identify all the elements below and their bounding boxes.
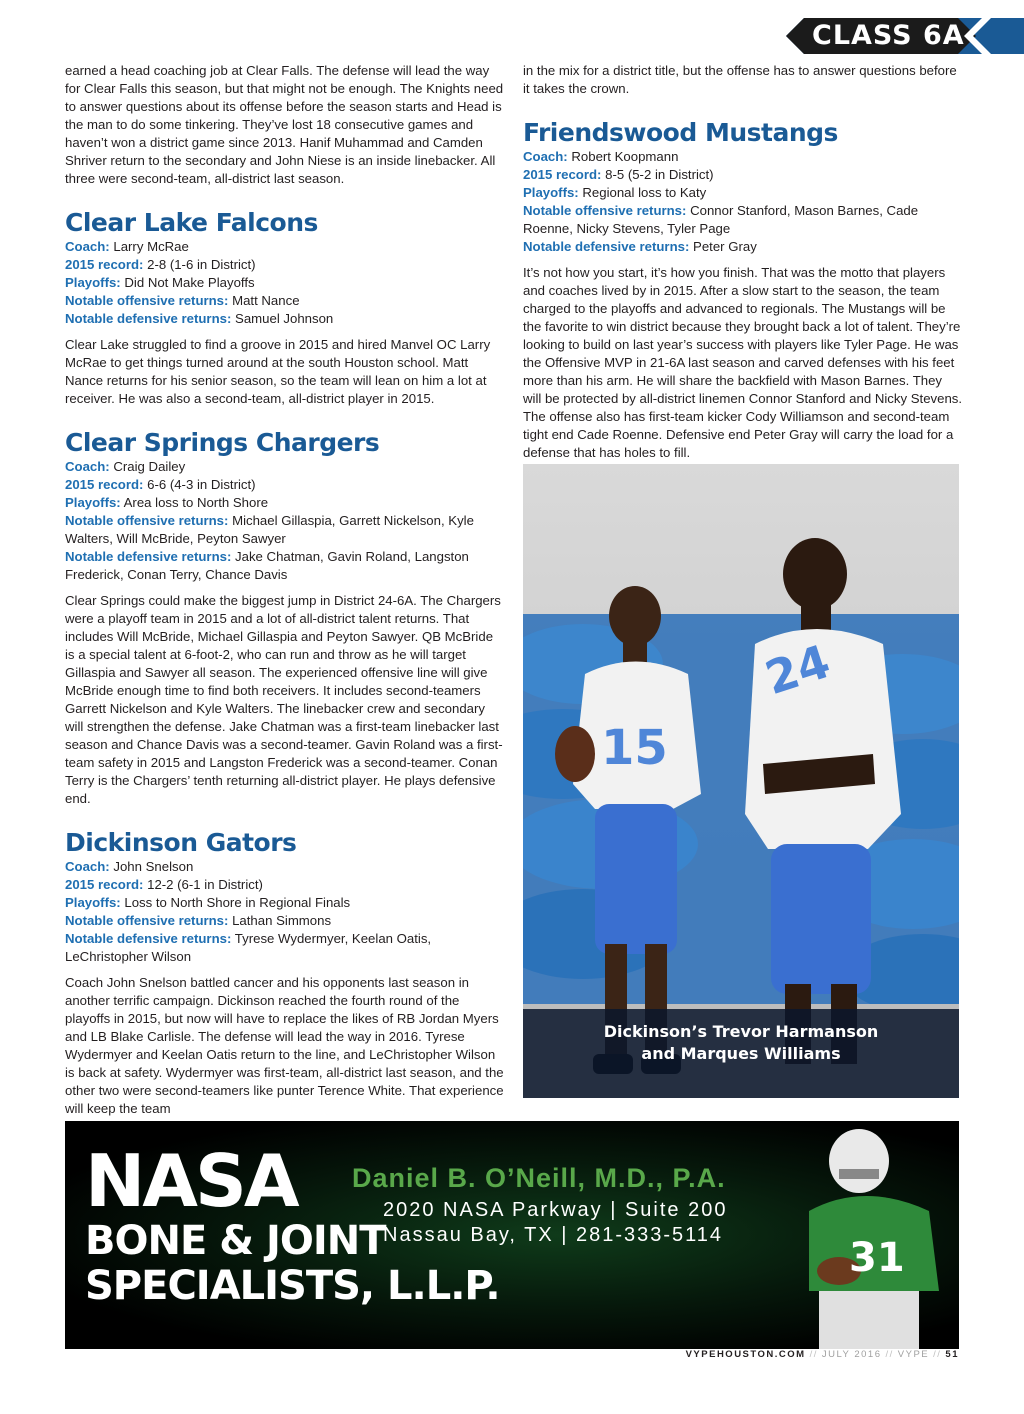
coach-value: Robert Koopmann — [571, 149, 679, 164]
team-heading: Dickinson Gators — [65, 828, 297, 857]
team-body: Coach John Snelson battled cancer and his opponents last season in another terrific campaign. Dickinson reached the fourth round of the playoffs in 2015, but now will have to replace the likes of RB Jordan Myers and LB Blake Carlisle. The defense will lead the way in 2016. Tyrese Wydermyer and Keelan Oatis return to the line, and LeChristopher Wilson is back at safety. Wydermyer was first-team, all-district last season, and the other two were second-teamers like punter Terence White. That experience will keep the team — [65, 975, 504, 1116]
defense-value: Tyrese Wydermyer, Keelan Oatis, LeChristopher Wilson — [65, 931, 432, 964]
record-label: 2015 record: — [65, 257, 144, 272]
ad-logo-bone-joint: BONE & JOINT — [85, 1218, 386, 1264]
defense-label: Notable defensive returns: — [523, 239, 690, 254]
defense-value: Samuel Johnson — [235, 311, 334, 326]
playoffs-value: Regional loss to Katy — [582, 185, 707, 200]
coach-label: Coach: — [65, 859, 110, 874]
offense-label: Notable offensive returns: — [65, 513, 229, 528]
page-number: 51 — [945, 1349, 959, 1360]
players-photo — [523, 464, 959, 1098]
record-value: 8-5 (5-2 in District) — [605, 167, 714, 182]
coach-value: Craig Dailey — [113, 459, 186, 474]
playoffs-label: Playoffs: — [65, 895, 121, 910]
defense-label: Notable defensive returns: — [65, 311, 232, 326]
ad-player-number: 31 — [849, 1235, 905, 1281]
team-heading: Clear Lake Falcons — [65, 208, 318, 237]
playoffs-value: Loss to North Shore in Regional Finals — [124, 895, 351, 910]
team-body: Clear Lake struggled to find a groove in 2015 and hired Manvel OC Larry McRae to get things turned around at the south Houston school. Matt Nance returns for his senior season, so the team will lean on him a lot at receiver. He was also a second-team, all-district player in 2015. — [65, 337, 491, 406]
left-column — [65, 62, 505, 1126]
playoffs-value: Area loss to North Shore — [123, 495, 269, 510]
playoffs-label: Playoffs: — [65, 275, 121, 290]
team-body: It’s not how you start, it’s how you finish. That was the motto that players and coaches lived by in 2015. After a slow start to the season, the team charged to the playoffs and advanced to regionals. The Mustangs will be the favorite to win district because they brought back a lot of talent. They’re looking to build on last year’s success with players like Tyler Page. He was the Offensive MVP in 21-6A last season and carved defenses with his feet more than his arm. He will share the backfield with Mason Barnes. They will be protected by all-district linemen Connor Stanford and Nicky Stevens. The offense also has first-team kicker Cody Williamson and second-team tight end Cade Roenne. Defensive end Peter Gray will carry the load for a defense that has holes to fill. — [523, 265, 963, 460]
coach-label: Coach: — [65, 239, 110, 254]
team-info — [65, 238, 505, 328]
ad-football-player-icon — [789, 1121, 959, 1349]
team-body: Clear Springs could make the biggest jump in District 24-6A. The Chargers were a playoff team in 2015 and a lot of all-district talent returns. That includes Will McBride, Michael Gillaspia and Peyton Sawyer. QB McBride is a special talent at 6-foot-2, who can run and throw as he will target Gillaspia and Sawyer all season. The experienced offensive line will give McBride enough time to find both receivers. It includes second-teamers Garrett Nickelson and Kyle Walters. The linebacker crew and secondary will strengthen the defense. Jake Chatman was a first-team linebacker last season and Chance Davis was a second-teamer. Gavin Roland was a first-team safety in 2015 and Langston Frederick was a second-teamer. Conan Terry is the Chargers’ tenth returning all-district player. He plays defensive end. — [65, 593, 503, 806]
defense-value: Jake Chatman, Gavin Roland, Langston Frederick, Conan Terry, Chance Davis — [65, 549, 469, 582]
ad-address-line-2: Nassau Bay, TX | 281-333-5114 — [383, 1224, 724, 1246]
record-value: 6-6 (4-3 in District) — [147, 477, 256, 492]
caption-line-1: Dickinson’s Trevor Harmanson — [603, 1022, 879, 1041]
defense-label: Notable defensive returns: — [65, 931, 232, 946]
left-intro-paragraph: earned a head coaching job at Clear Falls. The defense will lead the way for Clear Falls this season, but that might not be enough. The Knights need to answer questions about its offense before the season starts and Head is the man to do some tinkering. They’ve lost 18 consecutive games and haven’t won a district game since 2013. Hanif Muhammad and Camden Shriver return to the secondary and John Niese is an inside linebacker. All three were second-team, all-district last season. — [65, 63, 504, 186]
offense-label: Notable offensive returns: — [65, 913, 229, 928]
left-jersey-number: 15 — [601, 720, 668, 776]
players-illustration — [523, 464, 959, 1098]
class-tab — [786, 18, 1024, 54]
coach-label: Coach: — [65, 459, 110, 474]
offense-label: Notable offensive returns: — [65, 293, 229, 308]
defense-value: Peter Gray — [693, 239, 757, 254]
right-jersey-number: 24 — [758, 634, 837, 706]
team-heading: Friendswood Mustangs — [523, 118, 838, 147]
offense-value: Connor Stanford, Mason Barnes, Cade Roenne, Nicky Stevens, Tyler Page — [523, 203, 919, 236]
right-intro-paragraph: in the mix for a district title, but the offense has to answer questions before it takes the crown. — [523, 63, 957, 96]
record-value: 2-8 (1-6 in District) — [147, 257, 256, 272]
ad-address-line-1: 2020 NASA Parkway | Suite 200 — [383, 1199, 728, 1221]
playoffs-label: Playoffs: — [65, 495, 121, 510]
record-label: 2015 record: — [65, 877, 144, 892]
record-label: 2015 record: — [65, 477, 144, 492]
team-friendswood — [523, 118, 963, 462]
coach-value: Larry McRae — [113, 239, 189, 254]
offense-label: Notable offensive returns: — [523, 203, 687, 218]
class-label: CLASS 6A — [812, 20, 965, 51]
coach-label: Coach: — [523, 149, 568, 164]
playoffs-label: Playoffs: — [523, 185, 579, 200]
team-heading: Clear Springs Chargers — [65, 428, 380, 457]
advertisement-banner[interactable] — [65, 1121, 959, 1349]
offense-value: Lathan Simmons — [232, 913, 332, 928]
footer-issue: JULY 2016 — [821, 1349, 882, 1360]
team-dickinson — [65, 828, 505, 1118]
record-value: 12-2 (6-1 in District) — [147, 877, 263, 892]
footer-separator: // — [885, 1349, 894, 1360]
footer-separator: // — [933, 1349, 942, 1360]
ad-logo-specialists: SPECIALISTS, L.L.P. — [85, 1263, 500, 1309]
team-info — [65, 858, 505, 966]
record-label: 2015 record: — [523, 167, 602, 182]
ad-doctor-name: Daniel B. O’Neill, M.D., P.A. — [352, 1163, 726, 1193]
team-info — [65, 458, 505, 584]
team-clear-springs — [65, 428, 505, 808]
page-footer — [686, 1349, 959, 1360]
caption-line-2: and Marques Williams — [641, 1044, 841, 1063]
playoffs-value: Did Not Make Playoffs — [124, 275, 255, 290]
photo-caption — [523, 1009, 959, 1098]
team-clear-lake — [65, 208, 505, 408]
footer-separator: // — [809, 1349, 818, 1360]
offense-value: Matt Nance — [232, 293, 300, 308]
right-column — [523, 62, 963, 470]
footer-site[interactable]: VYPEHOUSTON.COM — [685, 1349, 806, 1360]
coach-value: John Snelson — [113, 859, 194, 874]
team-info — [523, 148, 963, 256]
defense-label: Notable defensive returns: — [65, 549, 232, 564]
ad-logo-nasa: NASA — [85, 1139, 297, 1223]
footer-brand: VYPE — [897, 1349, 930, 1360]
offense-value: Michael Gillaspia, Garrett Nickelson, Kyle Walters, Will McBride, Peyton Sawyer — [65, 513, 474, 546]
